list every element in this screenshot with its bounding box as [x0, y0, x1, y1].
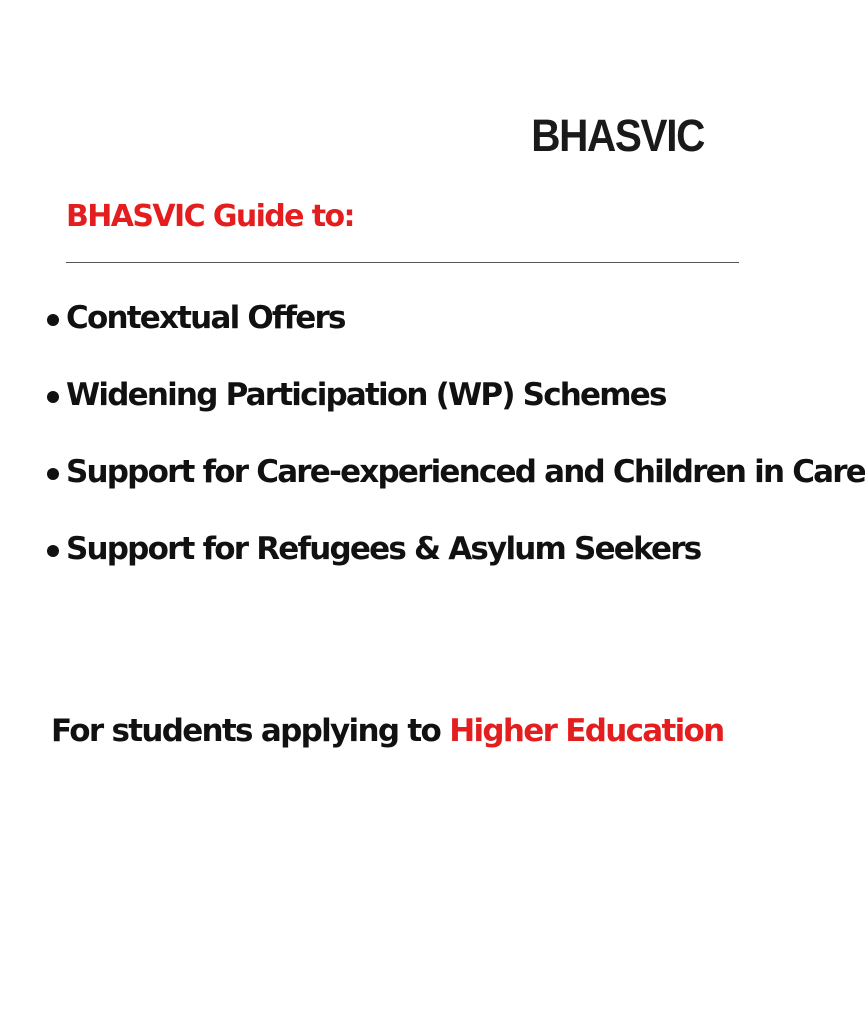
bullet-icon [47, 545, 59, 557]
bullet-icon [47, 468, 59, 480]
list-item [47, 450, 865, 527]
bullet-icon [47, 314, 59, 326]
list-item-label: Support for Refugees & Asylum Seekers [66, 531, 701, 567]
topics-list [47, 296, 865, 604]
list-item [47, 527, 865, 604]
list-item-label: Contextual Offers [66, 300, 345, 336]
guide-heading: BHASVIC Guide to: [66, 199, 354, 234]
list-item-label: Support for Care-experienced and Children in Care [66, 454, 865, 490]
bhasvic-logo: BHASVIC [531, 110, 704, 161]
list-item [47, 296, 865, 373]
bullet-icon [47, 391, 59, 403]
heading-divider [66, 262, 739, 263]
audience-prefix: For students applying to [51, 713, 450, 749]
list-item-label: Widening Participation (WP) Schemes [66, 377, 666, 413]
higher-education-highlight: Higher Education [449, 713, 724, 749]
audience-statement [51, 713, 724, 749]
list-item [47, 373, 865, 450]
